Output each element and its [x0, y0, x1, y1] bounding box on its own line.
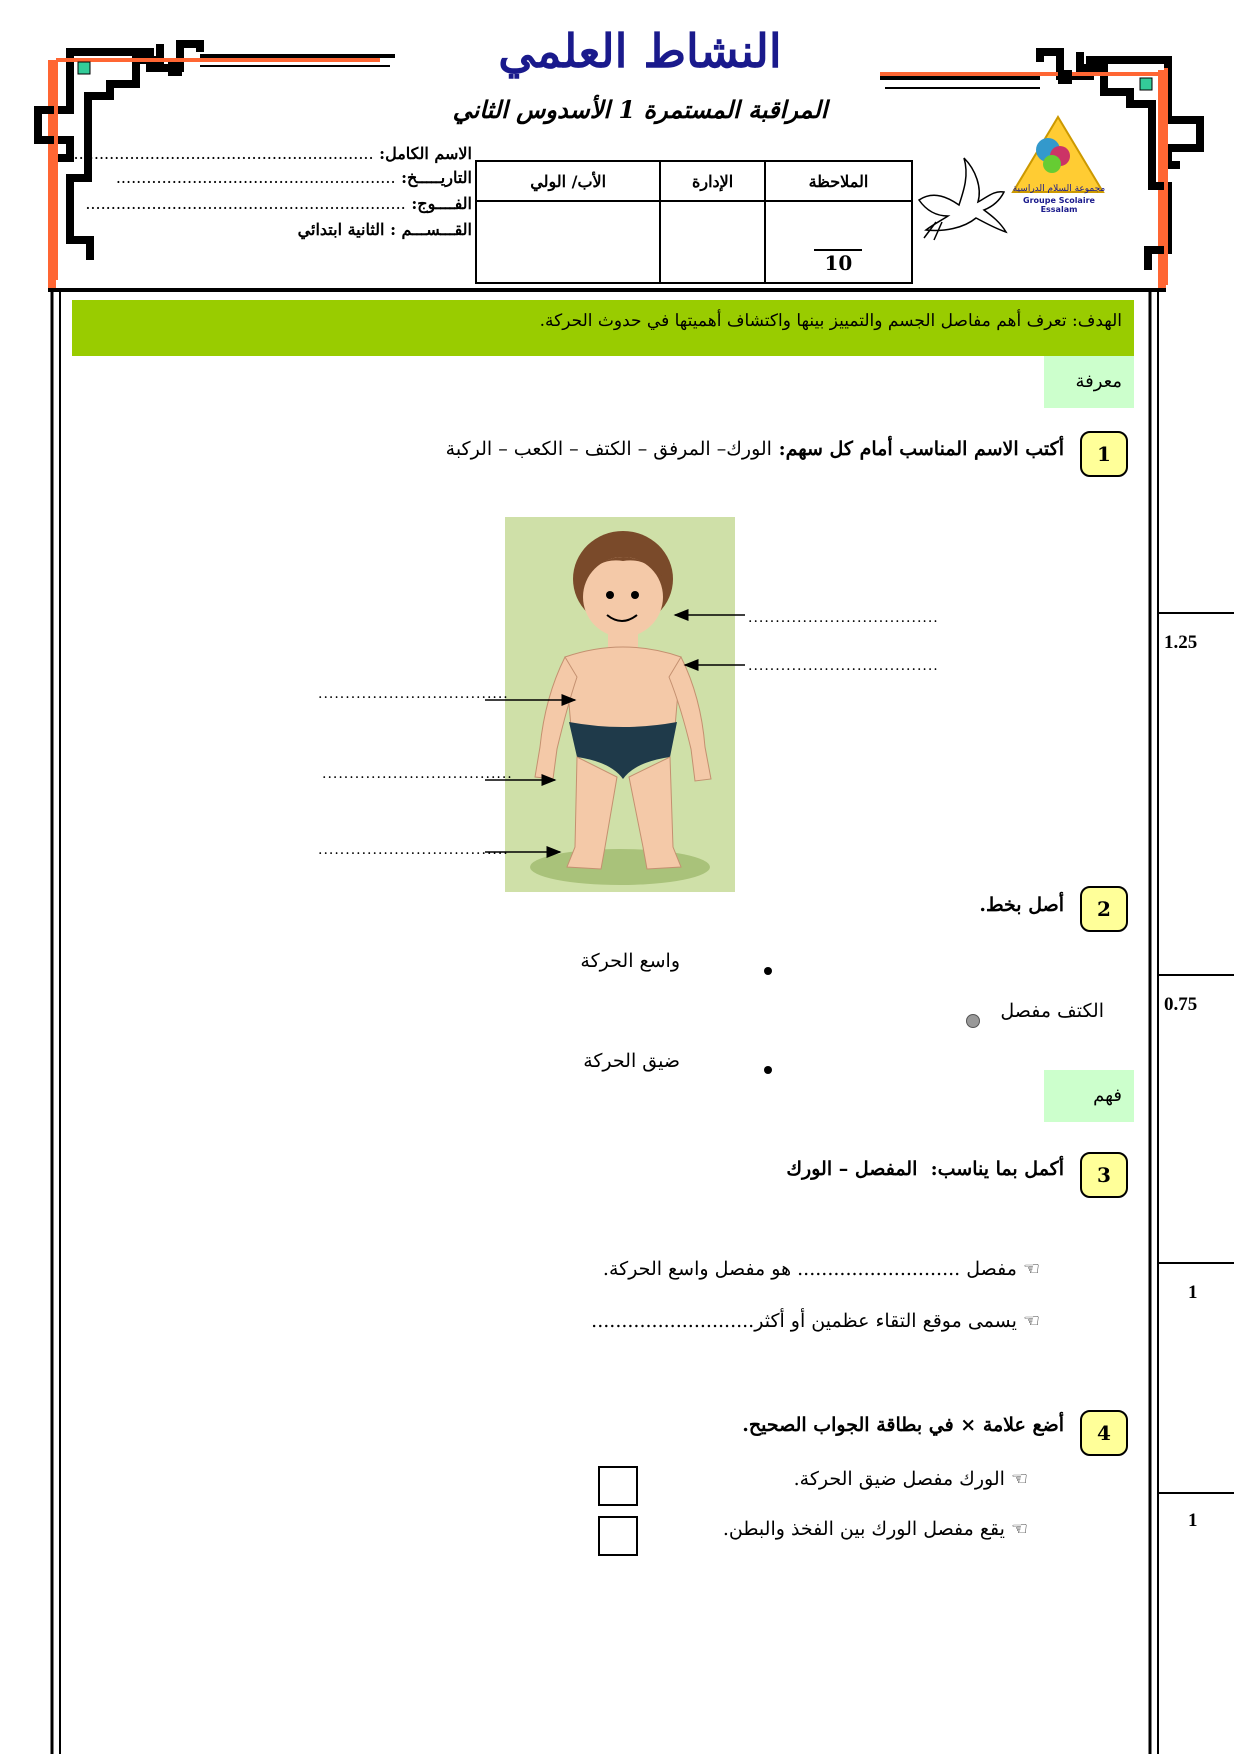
q2-option-narrow: ضيق الحركة — [583, 1050, 680, 1072]
q2-dot-2[interactable] — [764, 1066, 772, 1074]
question-3-text: أكمل بما يناسب: المفصل – الورك — [786, 1158, 1064, 1180]
question-1-number: 1 — [1080, 431, 1128, 477]
q4-score: 1 — [1188, 1510, 1198, 1531]
field-full-name: الاسم الكامل: ........................................................... — [73, 144, 472, 163]
score-divider-3 — [1158, 1262, 1234, 1264]
q1-blank-4[interactable]: ................................... — [322, 766, 513, 782]
q4-checkbox-1[interactable] — [598, 1466, 638, 1506]
field-date: التاريـــــخ: ....................................................... — [115, 168, 472, 187]
question-4-number: 4 — [1080, 1410, 1128, 1456]
q4-checkbox-2[interactable] — [598, 1516, 638, 1556]
q2-left-item: الكتف مفصل — [1000, 1000, 1104, 1022]
score-divider-4 — [1158, 1492, 1234, 1494]
q1-blank-5[interactable]: ................................... — [318, 842, 509, 858]
dove-icon — [914, 150, 1014, 245]
q3-score: 1 — [1188, 1282, 1198, 1303]
q2-dot-left[interactable] — [966, 1014, 980, 1028]
question-2-number: 2 — [1080, 886, 1128, 932]
page-subtitle: المراقبة المستمرة 1 الأسدوس الثاني — [452, 95, 828, 124]
score-divider-2 — [1158, 974, 1234, 976]
page-title: النشاط العلمي — [498, 24, 782, 78]
q3-line-1: ☜ مفصل ........................... هو مفصل واسع الحركة. — [602, 1258, 1040, 1280]
q1-blank-2[interactable]: ................................... — [748, 658, 939, 674]
score-divider-1 — [1158, 612, 1234, 614]
grade-admin-cell — [660, 201, 764, 283]
logo-text-fr: Groupe Scolaire Essalam — [1023, 196, 1095, 214]
q2-score: 0.75 — [1164, 994, 1198, 1015]
grade-header-admin: الإدارة — [660, 161, 764, 201]
grade-header-parent: الأب/ الولي — [476, 161, 660, 201]
q1-blank-1[interactable]: ................................... — [748, 610, 939, 626]
logo-text: مجموعة السلام الدراسية — [1012, 184, 1106, 194]
grade-table — [475, 160, 913, 284]
grade-total: 10 — [814, 249, 862, 275]
question-3-number: 3 — [1080, 1152, 1128, 1198]
question-4-text: أضع علامة × في بطاقة الجواب الصحيح. — [742, 1414, 1064, 1436]
hand-pointer-icon: ☜ — [1022, 1310, 1040, 1332]
field-class: القـــســـم : الثانية ابتدائي — [297, 220, 472, 239]
q2-dot-1[interactable] — [764, 967, 772, 975]
q3-line-2: ☜ يسمى موقع التقاء عظمين أو أكثر........................... — [591, 1310, 1040, 1332]
hand-pointer-icon: ☜ — [1010, 1518, 1028, 1540]
q4-line-1: ☜ الورك مفصل ضيق الحركة. — [793, 1468, 1028, 1490]
q2-option-wide: واسع الحركة — [580, 950, 680, 972]
q4-line-2: ☜ يقع مفصل الورك بين الفخذ والبطن. — [722, 1518, 1028, 1540]
question-1-text: أكتب الاسم المناسب أمام كل سهم: الورك– المرفق – الكتف – الكعب – الركبة — [445, 438, 1064, 460]
section-understanding: فهم — [1044, 1070, 1134, 1122]
hand-pointer-icon: ☜ — [1010, 1468, 1028, 1490]
grade-header-note: الملاحظة — [765, 161, 912, 201]
grade-total-cell — [765, 201, 912, 283]
q1-blank-3[interactable]: ................................... — [318, 686, 509, 702]
hand-pointer-icon: ☜ — [1022, 1258, 1040, 1280]
field-group: الفــــوج: ............................................................... — [85, 194, 472, 213]
section-knowledge: معرفة — [1044, 356, 1134, 408]
q1-score: 1.25 — [1164, 632, 1198, 653]
goal-banner: الهدف: تعرف أهم مفاصل الجسم والتمييز بينها واكتشاف أهميتها في حدوث الحركة. — [72, 300, 1134, 356]
label-arrows — [480, 600, 750, 870]
question-2-text: أصل بخط. — [979, 894, 1064, 916]
grade-parent-cell — [476, 201, 660, 283]
